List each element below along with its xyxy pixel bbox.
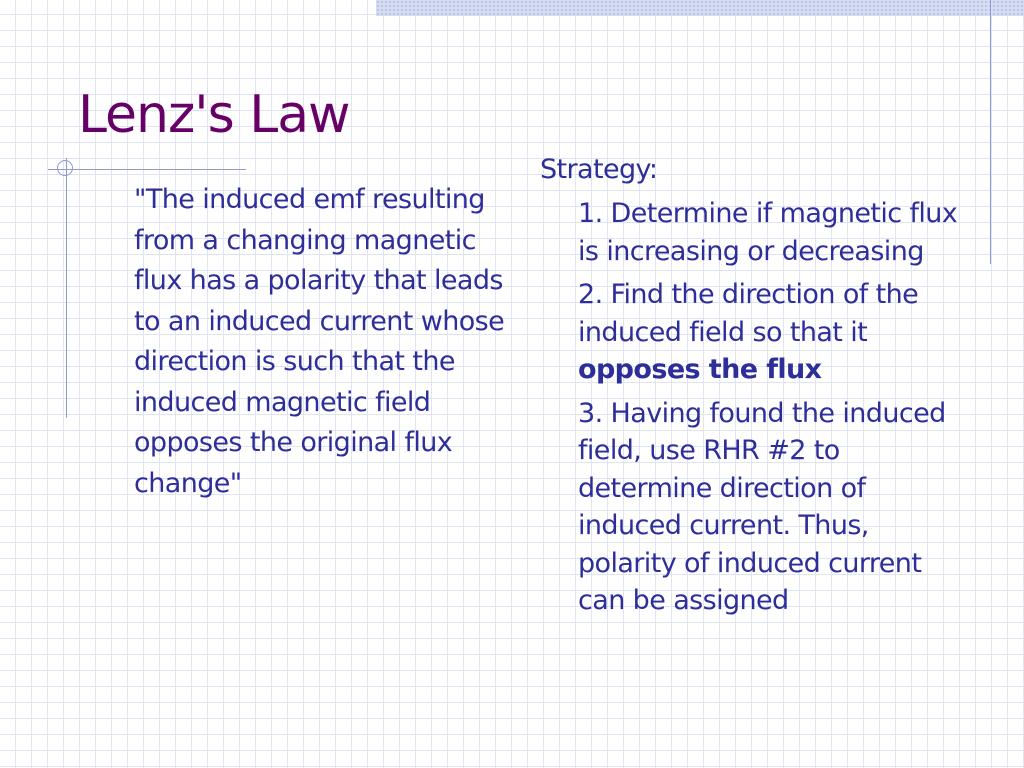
strategy-step-2-text: 2. Find the direction of the induced field so that it	[578, 279, 919, 348]
strategy-step-2-emphasis: opposes the flux	[578, 354, 822, 385]
top-decorative-band	[376, 0, 1024, 16]
crosshair-circle-icon	[57, 160, 73, 176]
strategy-step-2	[540, 276, 958, 389]
right-decorative-rule	[990, 0, 991, 264]
strategy-section	[540, 151, 980, 626]
title-underline-rule	[48, 169, 246, 170]
left-decorative-rule	[66, 158, 67, 418]
strategy-heading: Strategy:	[540, 154, 658, 185]
strategy-step-1: 1. Determine if magnetic flux is increasing or decreasing	[578, 198, 958, 267]
lenz-law-definition-quote: "The induced emf resulting from a changing magnetic flux has a polarity that leads to an induced current whose direction is such that the induced magnetic field opposes the original flux change"	[134, 184, 505, 499]
slide-title: Lenz's Law	[78, 85, 350, 145]
strategy-step-3: 3. Having found the induced field, use RHR #2 to determine direction of induced current. Thus, polarity of induced current can be assigned	[578, 397, 946, 616]
